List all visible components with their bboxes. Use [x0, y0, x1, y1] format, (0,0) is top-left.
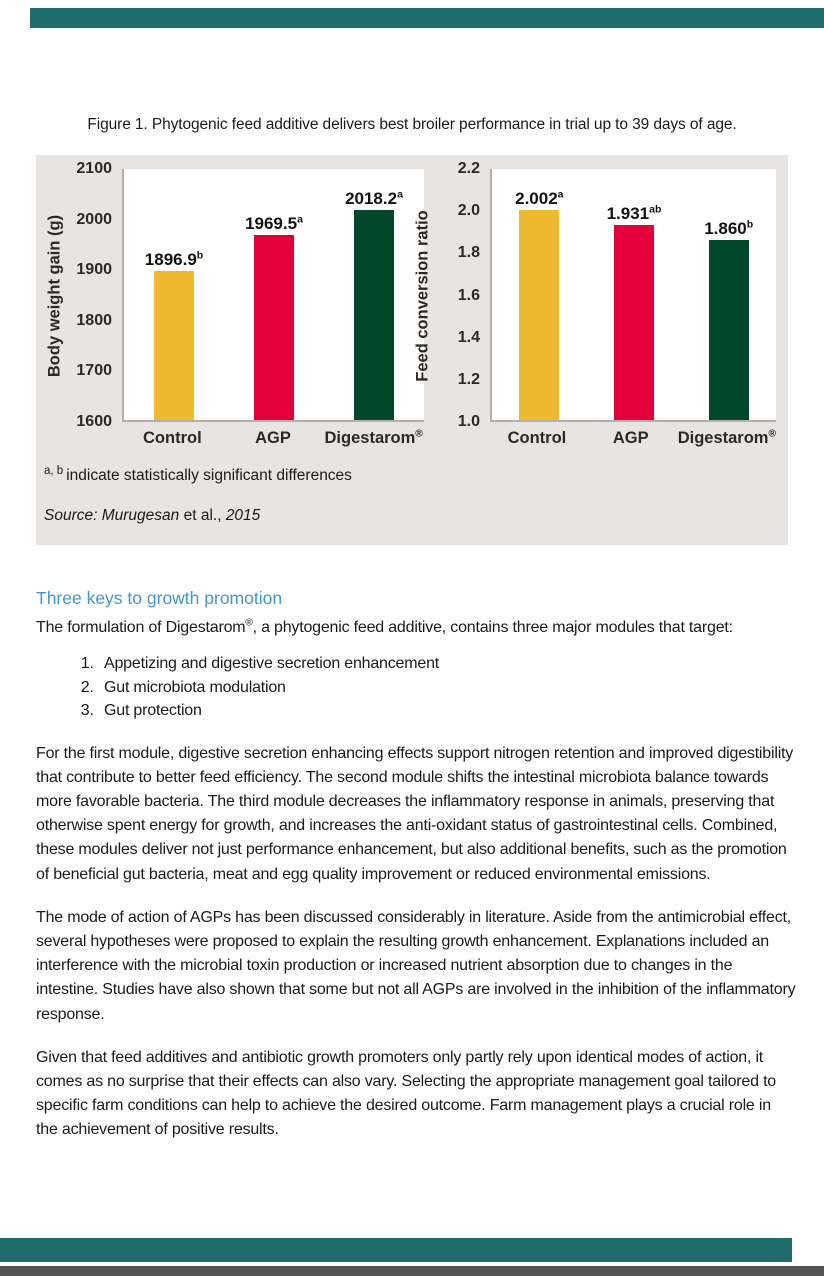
bottom-brand-bar [0, 1238, 792, 1262]
x-axis-labels [490, 422, 776, 448]
significance-footnote [44, 465, 352, 485]
registered-trademark: ® [415, 428, 423, 440]
bar-column [324, 169, 424, 420]
article-section [36, 588, 796, 1143]
bar-column [224, 169, 324, 420]
footnote-text: indicate statistically significant differences [66, 467, 352, 485]
y-tick-label: 1.8 [457, 244, 480, 262]
x-axis-label: Control [507, 429, 567, 447]
y-tick-label: 1.2 [457, 370, 480, 388]
modules-list [36, 652, 796, 723]
y-tick-label: 1800 [76, 311, 112, 329]
y-tick-label: 1600 [76, 413, 112, 430]
x-axis-label: Digestarom® [677, 428, 776, 447]
source-author: Source: Murugesan [44, 507, 180, 524]
list-item: 2. Gut microbiota modulation [98, 676, 796, 700]
bar-value-label: 2.002$^a$ [515, 188, 564, 209]
bar-column [492, 169, 587, 420]
list-item: 1. Appetizing and digestive secretion enhancement [98, 652, 796, 676]
x-axis-label: Digestarom® [324, 428, 423, 447]
y-tick-label: 2100 [76, 160, 112, 177]
chart-feed-conversion-ratio [410, 160, 776, 465]
bar [254, 235, 294, 420]
bar-column [124, 169, 224, 420]
source-etal: et al., [179, 507, 226, 524]
body-paragraph: The mode of action of AGPs has been discussed considerably in literature. Aside from the antimicrobial effect, several hypotheses were proposed to explain the resulting growth enhancement. Explanations included an interference with the microbial toxin production or increased nutrient absorption due to changes in the intestine. Studies have also shown that some but not all AGPs are involved in the inhibition of the inflammatory response. [36, 908, 796, 1023]
x-axis-label: AGP [612, 429, 649, 447]
x-axis-label: Control [143, 429, 202, 447]
y-tick-label: 1900 [76, 261, 112, 279]
plot-area [490, 169, 776, 422]
footnote-superscript: a, b [44, 465, 64, 477]
plot-area [122, 169, 424, 422]
bar-value-label: 1.931$^{ab}$ [606, 203, 662, 224]
figure-caption: Figure 1. Phytogenic feed additive delivers best broiler performance in trial up to 39 days of age. [87, 116, 737, 133]
x-axis-labels [122, 422, 424, 448]
y-tick-label: 1700 [76, 362, 112, 380]
source-citation [44, 507, 260, 525]
bottom-footer-bar [0, 1266, 824, 1276]
source-year: 2015 [225, 507, 261, 524]
bar-value-label: 1969.5$^a$ [245, 212, 303, 233]
bar [519, 210, 559, 420]
chart-body-weight-gain [42, 160, 424, 465]
y-tick-label: 2.2 [457, 160, 480, 177]
x-axis-label: AGP [255, 429, 291, 447]
registered-trademark: ® [245, 617, 253, 629]
bars-group [492, 169, 776, 420]
bars-group [124, 169, 424, 420]
y-tick-label: 1.6 [457, 286, 480, 304]
body-paragraph: Given that feed additives and antibiotic growth promoters only partly rely upon identical modes of action, it comes as no surprise that their effects can also vary. Selecting the appropriate management goal tailored to specific farm conditions can help to achieve the desired outcome. Farm management plays a crucial role in the achievement of positive results. [36, 1048, 777, 1139]
y-tick-label: 1.4 [457, 328, 480, 346]
y-axis-title: Feed conversion ratio [413, 209, 432, 382]
body-paragraphs [36, 742, 796, 1143]
y-tick-label: 2.0 [457, 202, 480, 220]
bar-value-label: 1896.9$^b$ [144, 249, 204, 269]
y-axis-ticks [436, 160, 490, 430]
bar-column [681, 169, 776, 420]
y-axis-ticks [68, 160, 122, 430]
section-heading: Three keys to growth promotion [36, 588, 283, 608]
bar [354, 210, 394, 420]
bar [614, 225, 654, 420]
figure-panel [36, 155, 788, 545]
y-axis-title: Body weight gain (g) [45, 214, 64, 377]
y-tick-label: 1.0 [457, 413, 480, 430]
top-brand-bar [30, 8, 824, 28]
intro-paragraph: The formulation of Digestarom®, a phytogenic feed additive, contains three major modules that target: [36, 617, 733, 636]
bar-column [587, 169, 682, 420]
bar [154, 271, 194, 420]
bar-value-label: 1.860$^b$ [704, 218, 754, 239]
list-item: 3. Gut protection [98, 699, 796, 723]
bar-value-label: 2018.2$^a$ [345, 188, 403, 209]
bar [709, 240, 749, 420]
body-paragraph: For the first module, digestive secretion enhancing effects support nitrogen retention and improved digestibility that contribute to better feed efficiency. The second module shifts the intestinal microbiota balance towards more favorable bacteria. The third module decreases the inflammatory response in animals, preserving that otherwise spent energy for growth, and increases the anti-oxidant status of gastrointestinal cells. Combined, these modules deliver not just performance enhancement, but also additional benefits, such as the promotion of beneficial gut bacteria, meat and egg quality improvement or reduced environmental emissions. [36, 744, 794, 883]
registered-trademark: ® [768, 428, 776, 440]
y-tick-label: 2000 [76, 210, 112, 228]
